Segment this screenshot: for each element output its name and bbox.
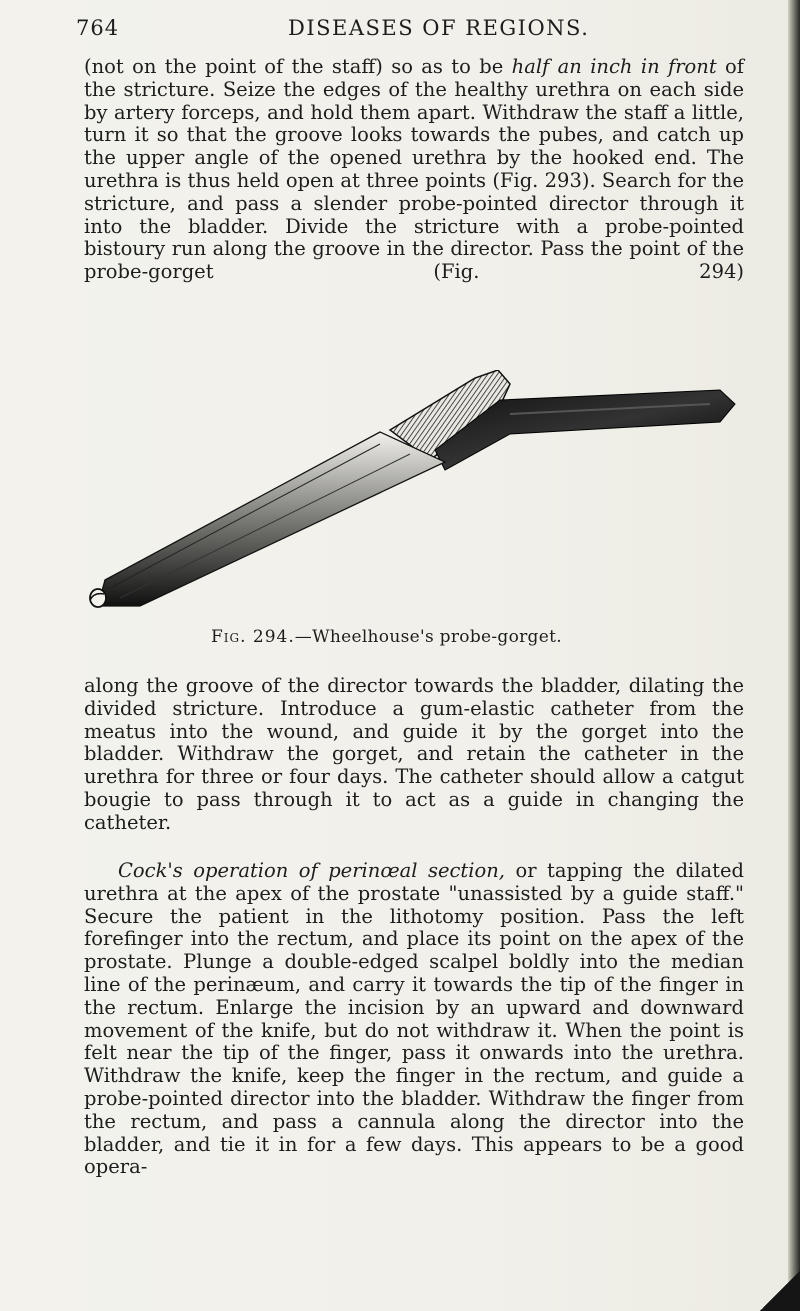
probe-gorget-illustration bbox=[80, 370, 740, 610]
figure-caption-text: —Wheelhouse's probe-gorget. bbox=[294, 627, 562, 647]
paragraph-3 bbox=[84, 860, 744, 1179]
figure-caption bbox=[211, 627, 562, 647]
page-corner-shadow bbox=[760, 1271, 800, 1311]
probe-gorget-figure bbox=[80, 370, 740, 610]
paragraph-1-start: (not on the point of the staff) so as to be bbox=[84, 55, 512, 78]
paragraph-1 bbox=[84, 56, 744, 284]
running-title: DISEASES OF REGIONS. bbox=[288, 16, 590, 40]
paragraph-1-rest: of the stricture. Seize the edges of the healthy urethra on each side by artery forceps, and hold them apart. Withdraw the staff a little, turn it so that the groove looks towards the pubes, and catch up the upper angle of the opened urethra by the hooked end. The urethra is thus held open at three points (Fig. 293). Search for the stricture, and pass a slender probe-pointed director through it into the bladder. Divide the stricture with a probe-pointed bistoury run along the groove in the director. Pass the point of the probe-gorget (Fig. 294) bbox=[84, 55, 744, 284]
paragraph-1-italic: half an inch in front bbox=[511, 55, 717, 78]
binding-edge bbox=[788, 0, 800, 1311]
paragraph-2: along the groove of the director towards the bladder, dilating the divided stricture. Introduce a gum-elastic catheter from the meatus into the wound, and guide it by the gorget into the bladder. Withdraw the gorget, and retain the catheter in the urethra for three or four days. The catheter should allow a catgut bougie to pass through it to act as a guide in changing the catheter. bbox=[84, 674, 744, 834]
figure-label: Fig. 294. bbox=[211, 627, 295, 647]
running-header bbox=[76, 16, 741, 46]
page-number: 764 bbox=[76, 16, 120, 40]
paragraph-3-italic: Cock's operation of perinœal section, bbox=[118, 859, 505, 882]
paragraph-3-text: or tapping the dilated urethra at the apex of the prostate "unassisted by a guide staff." Secure the patient in the lithotomy position. Pass the left forefinger into the rectum, and place its point on the apex of the prostate. Plunge a double-edged scalpel boldly into the median line of the perinæum, and carry it towards the tip of the finger in the rectum. Enlarge the incision by an upward and downward movement of the knife, but do not withdraw it. When the point is felt near the tip of the finger, pass it onwards into the urethra. Withdraw the knife, keep the finger in the rectum, and guide a probe-pointed director into the bladder. Withdraw the finger from the rectum, and pass a cannula along the director into the bladder, and tie it in for a few days. This appears to be a good opera- bbox=[84, 859, 745, 1179]
